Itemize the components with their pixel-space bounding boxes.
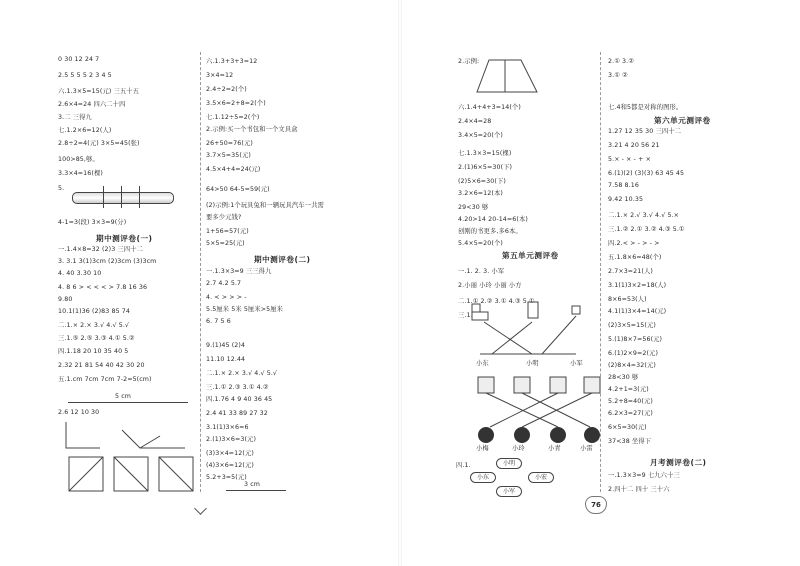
answer-line: 七.1.3×3=15(棵) [458, 150, 512, 157]
answer-line: 二.1.× 2.√ 3.√ 4.√ 5.× [608, 212, 680, 219]
answer-line: (2)8×4=32(元) [608, 362, 656, 369]
answer-line: 5.2+8=40(元) [608, 398, 653, 405]
answer-line: 5.4×5=20(个) [458, 240, 503, 247]
heading-monthly-2: 月考测评卷(二) [650, 458, 707, 467]
answer-line: 4-1=3(段) 3×3=9(分) [58, 219, 127, 226]
name-label: 小东 [476, 360, 489, 367]
answer-line: 3.1(1)3×2=18(人) [608, 282, 667, 289]
answer-line: 2.4×4=28 [458, 118, 492, 125]
heading-unit-6: 第六单元测评卷 [654, 116, 711, 125]
heading-midterm-1: 期中测评卷(一) [96, 234, 153, 243]
answer-line: 三.1.① 2.③ 3.① 4.② [206, 384, 269, 391]
answer-line: 三.1. [458, 312, 473, 319]
oval-label: 小宏 [528, 472, 554, 483]
answer-line: 3.7×5=35(元) [206, 152, 251, 159]
answer-line: 3.2×6=12(本) [458, 190, 503, 197]
answer-line: 二.1.× 2.× 3.√ 4.√ 5.√ [206, 370, 278, 377]
answer-line: 一.1.3×3=9 七九六十三 [608, 472, 680, 479]
answer-line: 2.(1)3×6=3(元) [206, 436, 257, 443]
answer-line: 5.2+3=5(元) [206, 474, 247, 481]
matching-figure-2 [470, 375, 610, 447]
cut-line [103, 186, 104, 208]
page-number-badge: 76 [585, 496, 607, 514]
answer-line: 3×4=12 [206, 72, 234, 79]
cylinder-figure [72, 192, 174, 204]
heading-unit-5: 第五单元测评卷 [502, 251, 559, 260]
name-label: 小玲 [512, 445, 525, 452]
answer-line: 4. 40 3.30 10 [58, 270, 102, 277]
oval-label: 小东 [470, 472, 496, 483]
cut-line [139, 186, 140, 208]
answer-line: 2.示例:买一个书包和一个文具盒 [206, 126, 298, 133]
answer-line: 三.1.② 2.① 3.② 4.③ 5.① [608, 226, 685, 233]
answer-line: 3.21 4 20 56 21 [608, 142, 660, 149]
answer-line: 3.二 三得九 [58, 114, 92, 121]
answer-line: 5. [58, 185, 65, 192]
name-label: 小雷 [580, 445, 593, 452]
name-label: 小军 [570, 360, 583, 367]
answer-line: (4)3×6=12(元) [206, 462, 254, 469]
answer-line: 28<30 够 [608, 374, 639, 381]
answer-line: 5.(1)8×7=56(元) [608, 336, 663, 343]
answer-line: 3.3×4=16(棵) [58, 170, 103, 177]
answer-line: (2)5×6=30(下) [458, 178, 506, 185]
answer-line: 2.6×4=24 四六二十四 [58, 101, 126, 108]
answer-line: 2.7×3=21(人) [608, 268, 653, 275]
answer-line: (2)3×5=15(元) [608, 322, 656, 329]
answer-line: 6. 7 5 6 [206, 318, 231, 325]
answer-line: 29<30 够 [458, 204, 489, 211]
name-label: 小明 [526, 360, 539, 367]
answer-line: 9.(1)45 (2)4 [206, 342, 246, 349]
answer-line: 4.20>14 20-14=6(本) [458, 216, 528, 223]
answer-line: 五.1.cm 7cm 7cm 7-2=5(cm) [58, 376, 152, 383]
answer-line: 2.四十二 四十 三十六 [608, 486, 670, 493]
answer-line: 2.5 5 5 5 2 3 4 5 [58, 72, 112, 79]
answer-line: 一.1. 2. 3. 小军 [458, 268, 505, 275]
answer-line: 7.58 8.16 [608, 182, 639, 189]
answer-line: 四.1.76 4 9 40 36 45 [206, 396, 273, 403]
answer-line: 1.27 12 35 30 三四十二 [608, 128, 682, 135]
answer-line: (3)3×4=12(元) [206, 450, 254, 457]
answer-line: 五.1.8×6=48(个) [608, 254, 662, 261]
answer-line: 七.1.12÷5=2(个) [206, 114, 260, 121]
answer-line: 要多少元钱? [206, 214, 242, 221]
answer-line: (2)示例:1个玩具兔和一辆玩具汽车一共需 [206, 202, 324, 209]
matching-figure-1 [462, 298, 612, 358]
answer-line: 3.1(1)3×6=6 [206, 424, 249, 431]
answer-line: 64>50 64-5=59(元) [206, 186, 270, 193]
answer-line: 6×5=30(元) [608, 424, 647, 431]
answer-line: 6.(1)2×9=2(元) [608, 350, 659, 357]
answer-line: 3.① ② [608, 72, 628, 79]
answer-line: 8×6=53(人) [608, 296, 647, 303]
segment-5cm-label: 5 cm [115, 393, 132, 400]
answer-line: 四.1.18 20 10 35 40 5 [58, 348, 129, 355]
heading-midterm-2: 期中测评卷(二) [254, 255, 311, 264]
answer-line: 5.5厘米 5米 5厘米>5厘米 [206, 306, 283, 313]
answer-line: 5×5=25(元) [206, 240, 245, 247]
answer-line: 3. 3.1 3(1)3cm (2)3cm (3)3cm [58, 258, 157, 265]
question-label: 四.1. [456, 462, 471, 469]
divider [600, 52, 601, 492]
segment-5cm [68, 402, 188, 403]
answer-line: 2.(1)6×5=30(下) [458, 164, 513, 171]
answer-line: 6.(1)(2) (3)(3) 63 45 45 [608, 170, 685, 177]
answer-line: 2.8÷2=4(元) 3×5=45(张) [58, 140, 140, 147]
answer-line: 一.1.3×3=9 三三得九 [206, 268, 272, 275]
answer-line: 10.1(1)36 (2)83 85 74 [58, 308, 131, 315]
answer-line: 四.2.< > - > - > [608, 240, 660, 247]
answer-line: 37<38 坐得下 [608, 438, 652, 445]
answer-line: 4. < > > > - [206, 294, 247, 301]
answer-line: 26+50=76(元) [206, 140, 253, 147]
answer-line: 二.1.① 2.② 3.① 4.③ 5.① [458, 298, 535, 305]
answer-line: 2.4 41 33 89 27 32 [206, 410, 268, 417]
answer-line: 0 30 12 24 7 [58, 56, 100, 63]
answer-line: 六.1.4+4+3=14(个) [458, 104, 521, 111]
answer-line: 2.4÷2=2(个) [206, 86, 247, 93]
answer-line: 2.示例: [458, 58, 480, 65]
answer-line: 4.1(1)3×4=14(元) [608, 308, 667, 315]
answer-line: 三.1.⑤ 2.⑤ 3.③ 4.① 5.② [58, 335, 135, 342]
answer-line: 2.6 12 10 30 [58, 409, 100, 416]
segment-3cm-label: 3 cm [244, 481, 261, 488]
divider [200, 52, 201, 492]
chevron-down-icon [194, 502, 207, 515]
answer-line: 4.2+1=3(元) [608, 386, 649, 393]
answer-line: 六.1.3×5=15(元) 三五十五 [58, 88, 140, 95]
answer-line: 3.4×5=20(个) [458, 132, 503, 139]
page-gutter [398, 0, 402, 566]
answer-line: 9.80 [58, 296, 73, 303]
trapezoid-figure [475, 56, 545, 96]
answer-line: 七.1.2×6=12(人) [58, 127, 112, 134]
answer-line: 2.① 3.② [608, 58, 635, 65]
answer-line: 6.2×3=27(元) [608, 410, 653, 417]
answer-line: 2.7 4.2 5.7 [206, 280, 242, 287]
answer-line: 六.1.3+3+3=12 [206, 58, 258, 65]
angle-figures [60, 420, 190, 450]
oval-label: 小明 [496, 458, 522, 469]
square-figures [68, 456, 198, 496]
oval-label: 小军 [496, 486, 522, 497]
answer-line: 2.小丽 小玲 小丽 小方 [458, 282, 522, 289]
answer-line: 100>85,够。 [58, 156, 99, 163]
answer-line: 一.1.4×8=32 (2)3 三四十二 [58, 246, 143, 253]
answer-line: 2.32 21 81 54 40 42 30 20 [58, 362, 145, 369]
answer-line: 11.10 12.44 [206, 356, 246, 363]
answer-line: 4. 8 6 > < < < > 7.8 16 36 [58, 284, 148, 291]
answer-line: 5.× - × - + × [608, 156, 651, 163]
name-label: 小青 [548, 445, 561, 452]
answer-line: 9.42 10.35 [608, 196, 644, 203]
answer-line: 3.5×6=2+8=2(个) [206, 100, 266, 107]
answer-line: 七.4和5都是对称的图形。 [608, 104, 683, 111]
segment-3cm [226, 490, 286, 491]
answer-line: 4.5×4+4=24(元) [206, 166, 261, 173]
answer-line: 1+56=57(元) [206, 228, 249, 235]
name-label: 小梅 [476, 445, 489, 452]
cut-line [121, 186, 122, 208]
answer-line: 二.1.× 2.× 3.√ 4.√ 5.√ [58, 322, 130, 329]
answer-line: 创刚的书更多,多6本。 [458, 228, 522, 235]
